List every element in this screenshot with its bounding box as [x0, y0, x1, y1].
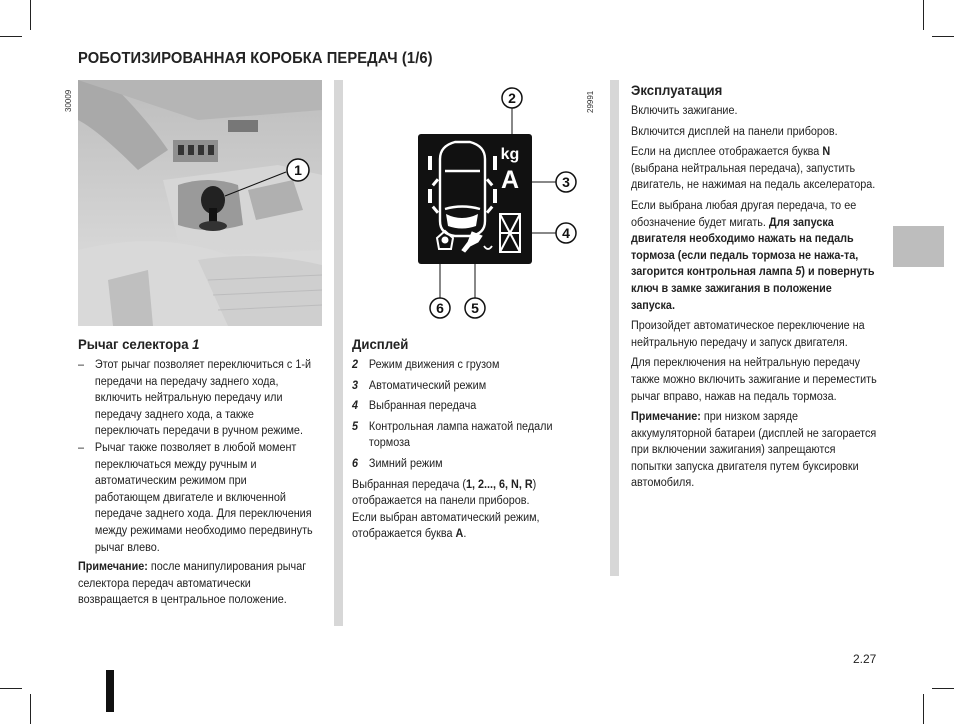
operation-paragraph: Включить зажигание.	[631, 105, 738, 117]
margin-bar	[106, 670, 114, 712]
callout-5: 5	[471, 300, 479, 316]
legend-item: Режим движения с грузом	[368, 359, 500, 371]
selector-item-1: Этот рычаг позволяет переключиться с 1-й передачи на передачу заднего хода, включить нейтральную передачу или передачу заднего хода, а также переключать передачи в ручном режиме.	[94, 359, 311, 438]
display-legend: 2 Режим движения с грузом 3 Автоматический режим 4 Выбранная передача 5 Контрольная лампа нажатой педали тормоза 6 Зимний режим Выбранная передача (1, 2..., 6, N, R) отображается на панели приборов. Если выбран автоматический режим, отображается буква A.	[352, 357, 581, 543]
gear-lever-illustration	[78, 80, 322, 326]
callout-1: 1	[294, 162, 302, 178]
display-paragraph: Выбранная передача (1, 2..., 6, N, R) отображается на панели приборов.	[352, 478, 537, 508]
note-text: после манипулирования рычаг селектора передач автоматически возвращается в центральное положение.	[78, 561, 307, 607]
legend-item: Выбранная передача	[368, 400, 477, 413]
crop-mark	[30, 694, 31, 724]
crop-mark	[932, 36, 954, 37]
crop-mark	[30, 0, 31, 30]
operation-paragraph: Включится дисплей на панели приборов.	[631, 125, 838, 138]
crop-mark	[923, 0, 924, 30]
legend-item: Автоматический режим	[368, 379, 487, 392]
section-tab	[893, 226, 944, 267]
selector-heading: Рычаг селектора 1	[78, 336, 200, 352]
display-diagram	[410, 86, 580, 322]
legend-item: Зимний режим	[368, 457, 443, 470]
operation-paragraph: Произойдет автоматическое переключение на нейтральную передачу и запуск двигателя.	[631, 320, 865, 349]
legend-item: Контрольная лампа нажатой педали тормоза	[368, 420, 553, 450]
note-label: Примечание:	[78, 561, 148, 574]
callout-4: 4	[562, 225, 570, 241]
selector-text: – Этот рычаг позволяет переключиться с 1-й передачи на передачу заднего хода, включить нейтральную передачу или передачу заднего хода, а также переключать передачи в ручном режиме. – Рычаг также позволяет в любой момент переключаться между ручным и автоматическим режимом при работающем двигателе и включенной передаче заднего хода. Для переключения между режимами необходимо передвинуть рычаг влево. Примечание: после манипулирования рычаг селектора передач автоматически возвращается в центральное положение.	[78, 359, 313, 607]
operation-paragraph: Для переключения на нейтральную передачу также можно включить зажигание и переместить рычаг вправо, нажав на педаль тормоза.	[631, 357, 877, 403]
selector-item-2: Рычаг также позволяет в любой момент переключаться между ручным и автоматическим режимом при работающем двигателе и включенной передаче заднего хода. Для переключения между режимами необходимо передвинуть рычаг влево.	[94, 441, 313, 554]
crop-mark	[932, 688, 954, 689]
callout-2: 2	[508, 90, 516, 106]
column-divider	[610, 80, 619, 576]
callout-3: 3	[562, 174, 570, 190]
page-number: 2.27	[853, 652, 877, 666]
operation-text	[631, 103, 877, 492]
crop-mark	[923, 694, 924, 724]
kg-indicator: kg	[500, 146, 520, 163]
operation-paragraph: Если выбрана любая другая передача, то ее обозначение будет мигать. Для запуска двигателя необходимо нажать на педаль тормоза (если педаль тормоза не нажа-та, загорится контрольная лампа 5) и повернуть ключ в замке зажигания в положение запуска.	[631, 199, 875, 312]
operation-paragraph: Если на дисплее отображается буква N (выбрана нейтральная передача), запустить двигатель, не нажимая на педаль акселератора.	[631, 146, 876, 192]
image-code: 29991	[586, 90, 595, 113]
callout-6: 6	[436, 300, 444, 316]
auto-mode-indicator: A	[500, 166, 520, 194]
display-paragraph: Если выбран автоматический режим, отображается буква A.	[352, 511, 540, 541]
operation-heading: Эксплуатация	[631, 82, 723, 98]
crop-mark	[0, 688, 22, 689]
image-code: 30009	[64, 89, 73, 112]
operation-note: Примечание: при низком заряде аккумуляторной батареи (дисплей не загорается при включении зажигания) запрещаются попытки запуска двигателя путем буксировки автомобиля.	[631, 411, 877, 490]
crop-mark	[0, 36, 22, 37]
display-heading: Дисплей	[352, 336, 409, 352]
page-title: РОБОТИЗИРОВАННАЯ КОРОБКА ПЕРЕДАЧ (1/6)	[78, 50, 433, 67]
column-divider	[334, 80, 343, 626]
